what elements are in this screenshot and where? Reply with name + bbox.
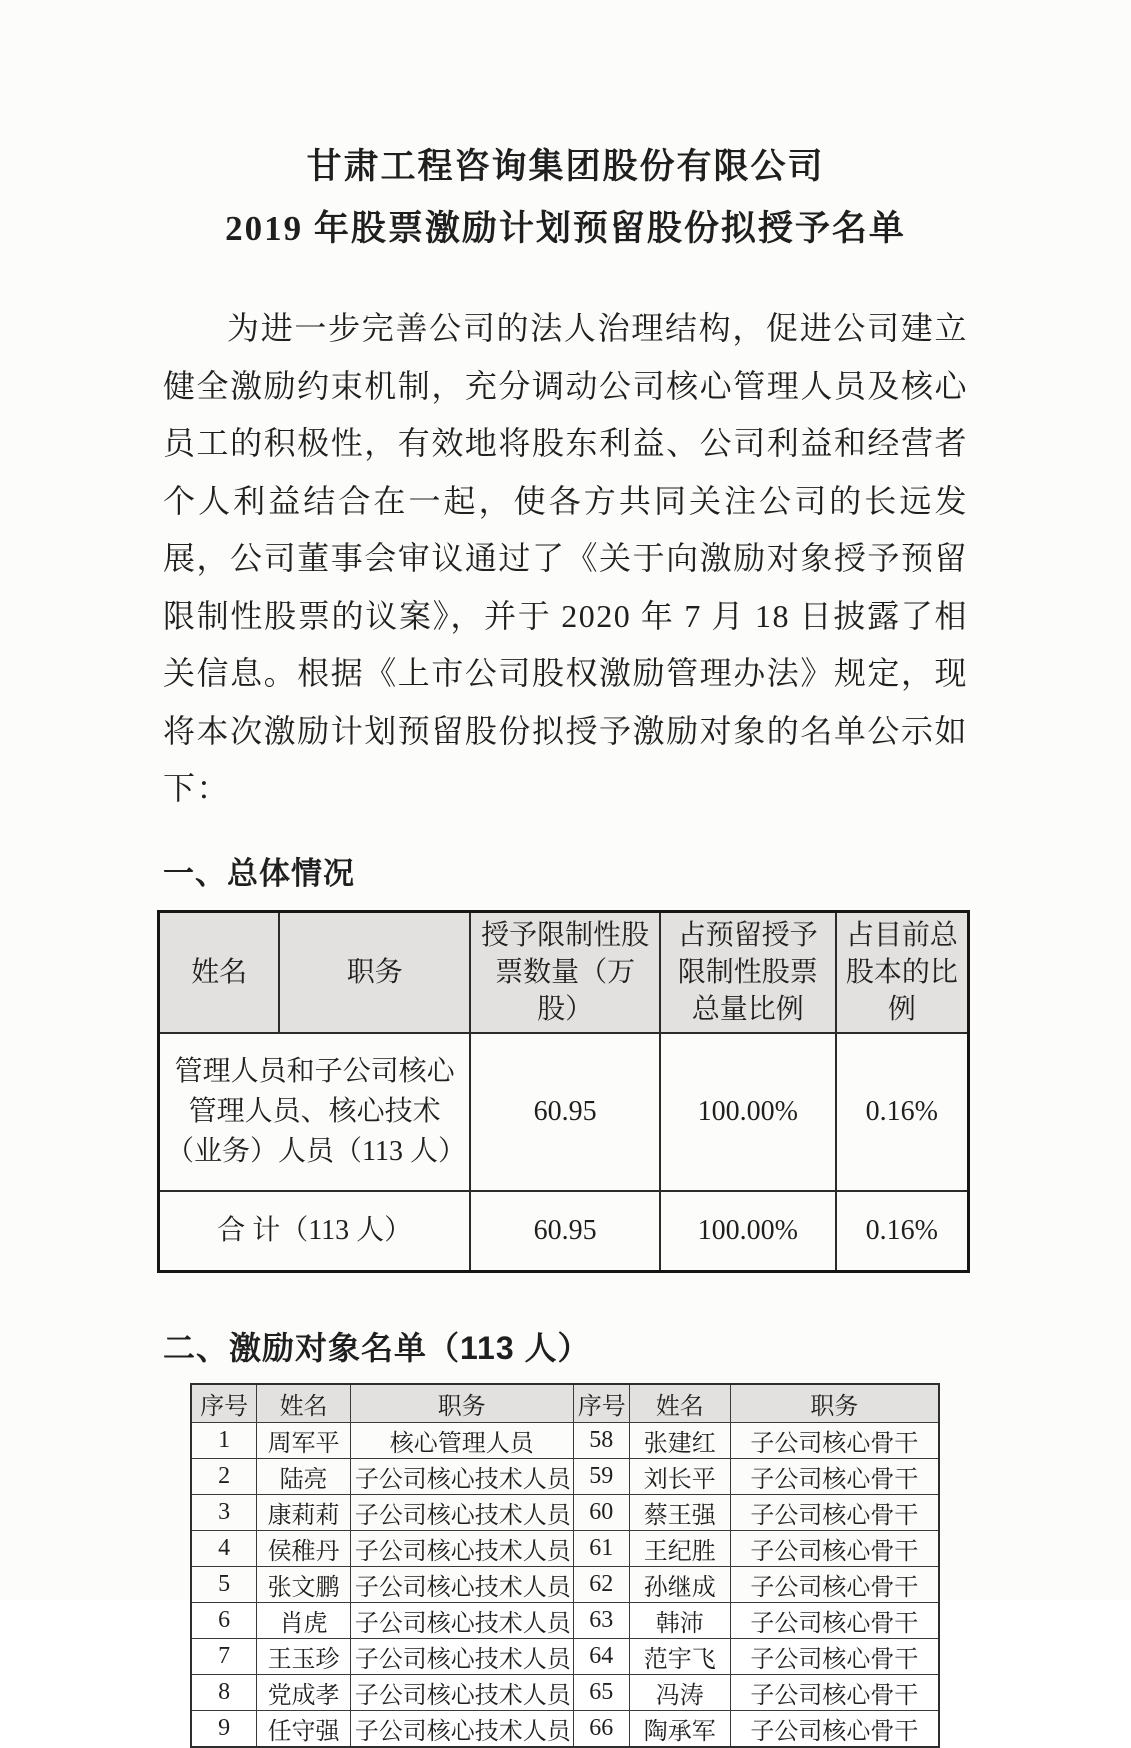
- table-row-total: [159, 1191, 969, 1272]
- table-row: [191, 1422, 939, 1458]
- summary-col-name: 姓名: [159, 911, 280, 1033]
- grantee-col-name-left: 姓名: [257, 1384, 351, 1423]
- table-row: [191, 1710, 939, 1747]
- cell-name: 周军平: [257, 1422, 351, 1458]
- cell-seq: 5: [191, 1566, 257, 1602]
- summary-col-granted-shares: 授予限制性股票数量（万股）: [470, 911, 660, 1033]
- cell-name: 张文鹏: [257, 1566, 351, 1602]
- cell-position: 子公司核心骨干: [730, 1458, 939, 1494]
- grantee-col-position-left: 职务: [350, 1384, 573, 1423]
- cell-name: 蔡王强: [629, 1494, 730, 1530]
- grantee-header-row: [191, 1384, 939, 1423]
- cell-name: 刘长平: [629, 1458, 730, 1494]
- cell-position: 子公司核心技术人员: [350, 1566, 573, 1602]
- summary-col-position: 职务: [279, 911, 470, 1033]
- cell-seq: 4: [191, 1530, 257, 1566]
- summary-col-capital-ratio: 占目前总股本的比例: [836, 911, 969, 1033]
- cell-seq: 63: [573, 1602, 629, 1638]
- cell-position: 子公司核心骨干: [730, 1674, 939, 1710]
- cell-name: 任守强: [257, 1710, 351, 1747]
- intro-paragraph: 为进一步完善公司的法人治理结构，促进公司建立健全激励约束机制，充分调动公司核心管理人员及核心员工的积极性，有效地将股东利益、公司利益和经营者个人利益结合在一起，使各方共同关注公司的长远发展，公司董事会审议通过了《关于向激励对象授予预留限制性股票的议案》，并于 2020 年 7 月 18 日披露了相关信息。根据《上市公司股权激励管理办法》规定，现将本次激励计划预留股份拟授予激励对象的名单公示如下：: [163, 310, 968, 806]
- cell-seq: 7: [191, 1638, 257, 1674]
- table-row: [191, 1566, 939, 1602]
- cell-name: 陶承军: [629, 1710, 730, 1747]
- cell-position: 子公司核心技术人员: [350, 1710, 573, 1747]
- cell-position: 子公司核心骨干: [730, 1494, 939, 1530]
- cell-position: 子公司核心骨干: [730, 1710, 939, 1747]
- cell-name: 范宇飞: [629, 1638, 730, 1674]
- cell-position: 子公司核心技术人员: [350, 1602, 573, 1638]
- cell-name: 康莉莉: [257, 1494, 351, 1530]
- cell-seq: 58: [573, 1422, 629, 1458]
- cell-group: 管理人员和子公司核心管理人员、核心技术（业务）人员（113 人）: [159, 1033, 471, 1191]
- cell-position: 子公司核心骨干: [730, 1638, 939, 1674]
- summary-header-row: [159, 911, 969, 1033]
- cell-name: 冯涛: [629, 1674, 730, 1710]
- cell-reserve-pct: 100.00%: [660, 1191, 836, 1272]
- grantee-col-name-right: 姓名: [629, 1384, 730, 1423]
- cell-capital-pct: 0.16%: [836, 1033, 969, 1191]
- table-row: [191, 1674, 939, 1710]
- cell-name: 孙继成: [629, 1566, 730, 1602]
- document-title-line2: 2019 年股票激励计划预留股份拟授予名单: [225, 209, 906, 248]
- cell-position: 子公司核心骨干: [730, 1530, 939, 1566]
- cell-shares: 60.95: [470, 1033, 660, 1191]
- table-row: [191, 1458, 939, 1494]
- cell-seq: 61: [573, 1530, 629, 1566]
- cell-group: 合 计（113 人）: [159, 1191, 471, 1272]
- cell-shares: 60.95: [470, 1191, 660, 1272]
- section2-heading: 二、激励对象名单（113 人）: [163, 1329, 591, 1366]
- cell-position: 子公司核心技术人员: [350, 1458, 573, 1494]
- cell-reserve-pct: 100.00%: [660, 1033, 836, 1191]
- cell-position: 子公司核心技术人员: [350, 1674, 573, 1710]
- grantee-col-position-right: 职务: [730, 1384, 939, 1423]
- cell-name: 张建红: [629, 1422, 730, 1458]
- cell-position: 核心管理人员: [350, 1422, 573, 1458]
- cell-name: 党成孝: [257, 1674, 351, 1710]
- grantee-col-seq-left: 序号: [191, 1384, 257, 1423]
- cell-position: 子公司核心骨干: [730, 1566, 939, 1602]
- table-row: [191, 1638, 939, 1674]
- cell-seq: 3: [191, 1494, 257, 1530]
- cell-name: 王玉珍: [257, 1638, 351, 1674]
- cell-position: 子公司核心骨干: [730, 1422, 939, 1458]
- grantee-col-seq-right: 序号: [573, 1384, 629, 1423]
- cell-position: 子公司核心骨干: [730, 1602, 939, 1638]
- cell-seq: 9: [191, 1710, 257, 1747]
- table-row: [191, 1602, 939, 1638]
- cell-seq: 64: [573, 1638, 629, 1674]
- cell-name: 肖虎: [257, 1602, 351, 1638]
- table-row: [191, 1530, 939, 1566]
- document-title-line1: 甘肃工程咨询集团股份有限公司: [306, 147, 825, 186]
- document-title: [0, 0, 1131, 260]
- cell-seq: 1: [191, 1422, 257, 1458]
- cell-name: 王纪胜: [629, 1530, 730, 1566]
- cell-name: 侯稚丹: [257, 1530, 351, 1566]
- cell-name: 陆亮: [257, 1458, 351, 1494]
- cell-seq: 6: [191, 1602, 257, 1638]
- summary-col-reserve-ratio: 占预留授予限制性股票总量比例: [660, 911, 836, 1033]
- cell-seq: 62: [573, 1566, 629, 1602]
- table-row: [191, 1494, 939, 1530]
- cell-seq: 66: [573, 1710, 629, 1747]
- grantee-table: [190, 1383, 940, 1748]
- cell-position: 子公司核心技术人员: [350, 1638, 573, 1674]
- cell-seq: 65: [573, 1674, 629, 1710]
- cell-name: 韩沛: [629, 1602, 730, 1638]
- cell-position: 子公司核心技术人员: [350, 1494, 573, 1530]
- cell-seq: 60: [573, 1494, 629, 1530]
- cell-seq: 2: [191, 1458, 257, 1494]
- cell-seq: 8: [191, 1674, 257, 1710]
- cell-seq: 59: [573, 1458, 629, 1494]
- cell-position: 子公司核心技术人员: [350, 1530, 573, 1566]
- table-row: [159, 1033, 969, 1191]
- cell-capital-pct: 0.16%: [836, 1191, 969, 1272]
- section1-heading: 一、总体情况: [163, 855, 355, 891]
- summary-table: [157, 910, 970, 1273]
